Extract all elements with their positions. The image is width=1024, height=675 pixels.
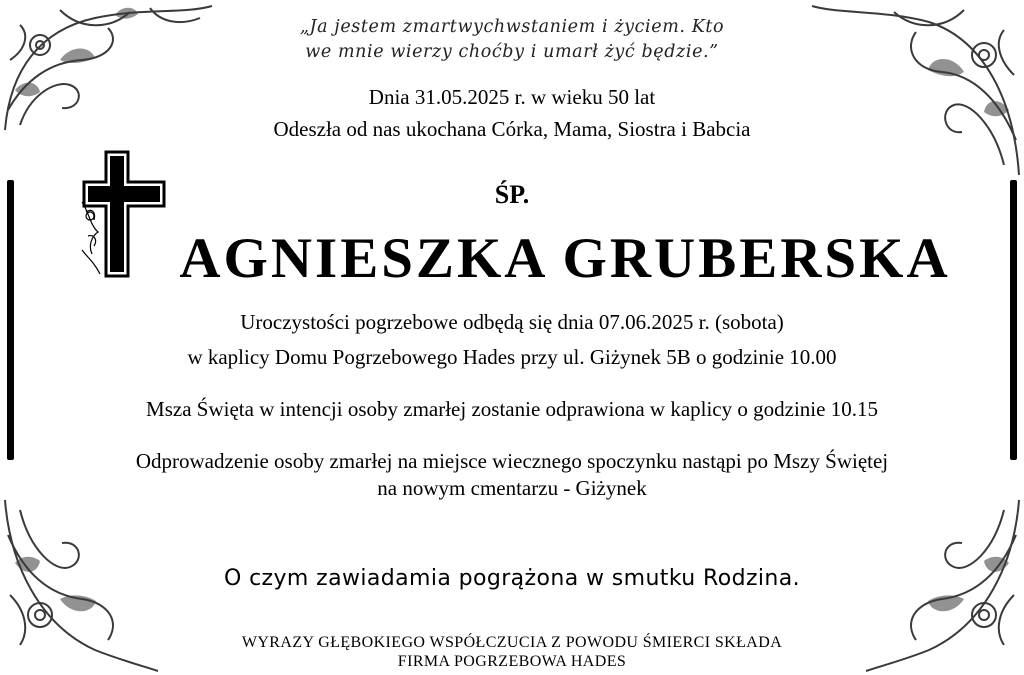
family-closing-line: O czym zawiadamia pogrążona w smutku Rodzina. — [223, 566, 801, 591]
procession-line-2: na nowym cmentarzu - Giżynek — [377, 476, 647, 500]
deceased-name: AGNIESZKA GRUBERSKA — [179, 227, 951, 290]
relation-line: Odeszła od nas ukochana Córka, Mama, Siostra i Babcia — [273, 117, 751, 141]
bible-quote-line-1: „Ja jestem zmartwychwstaniem i życiem. Kto — [299, 17, 725, 37]
condolences-footer-line-1: WYRAZY GŁĘBOKIEGO WSPÓŁCZUCIA Z POWODU ŚMIERCI SKŁADA — [241, 634, 783, 651]
condolences-footer-line-2: FIRMA POGRZEBOWA HADES — [397, 653, 627, 670]
procession-line-1: Odprowadzenie osoby zmarłej na miejsce wiecznego spoczynku nastąpi po Mszy Świętej — [135, 449, 889, 473]
funeral-ceremony-line-2: w kaplicy Domu Pogrzebowego Hades przy ul. Giżynek 5B o godzinie 10.00 — [187, 345, 837, 369]
funeral-ceremony-line-1: Uroczystości pogrzebowe odbędą się dnia 07.06.2025 r. (sobota) — [240, 310, 784, 334]
bible-quote-line-2: we mnie wierzy choćby i umarł żyć będzie.” — [305, 42, 719, 62]
death-date-line: Dnia 31.05.2025 r. w wieku 50 lat — [368, 85, 656, 109]
holy-mass-line: Msza Święta w intencji osoby zmarłej zostanie odprawiona w kaplicy o godzinie 10.15 — [146, 397, 878, 421]
honorific-sp: ŚP. — [494, 180, 530, 209]
